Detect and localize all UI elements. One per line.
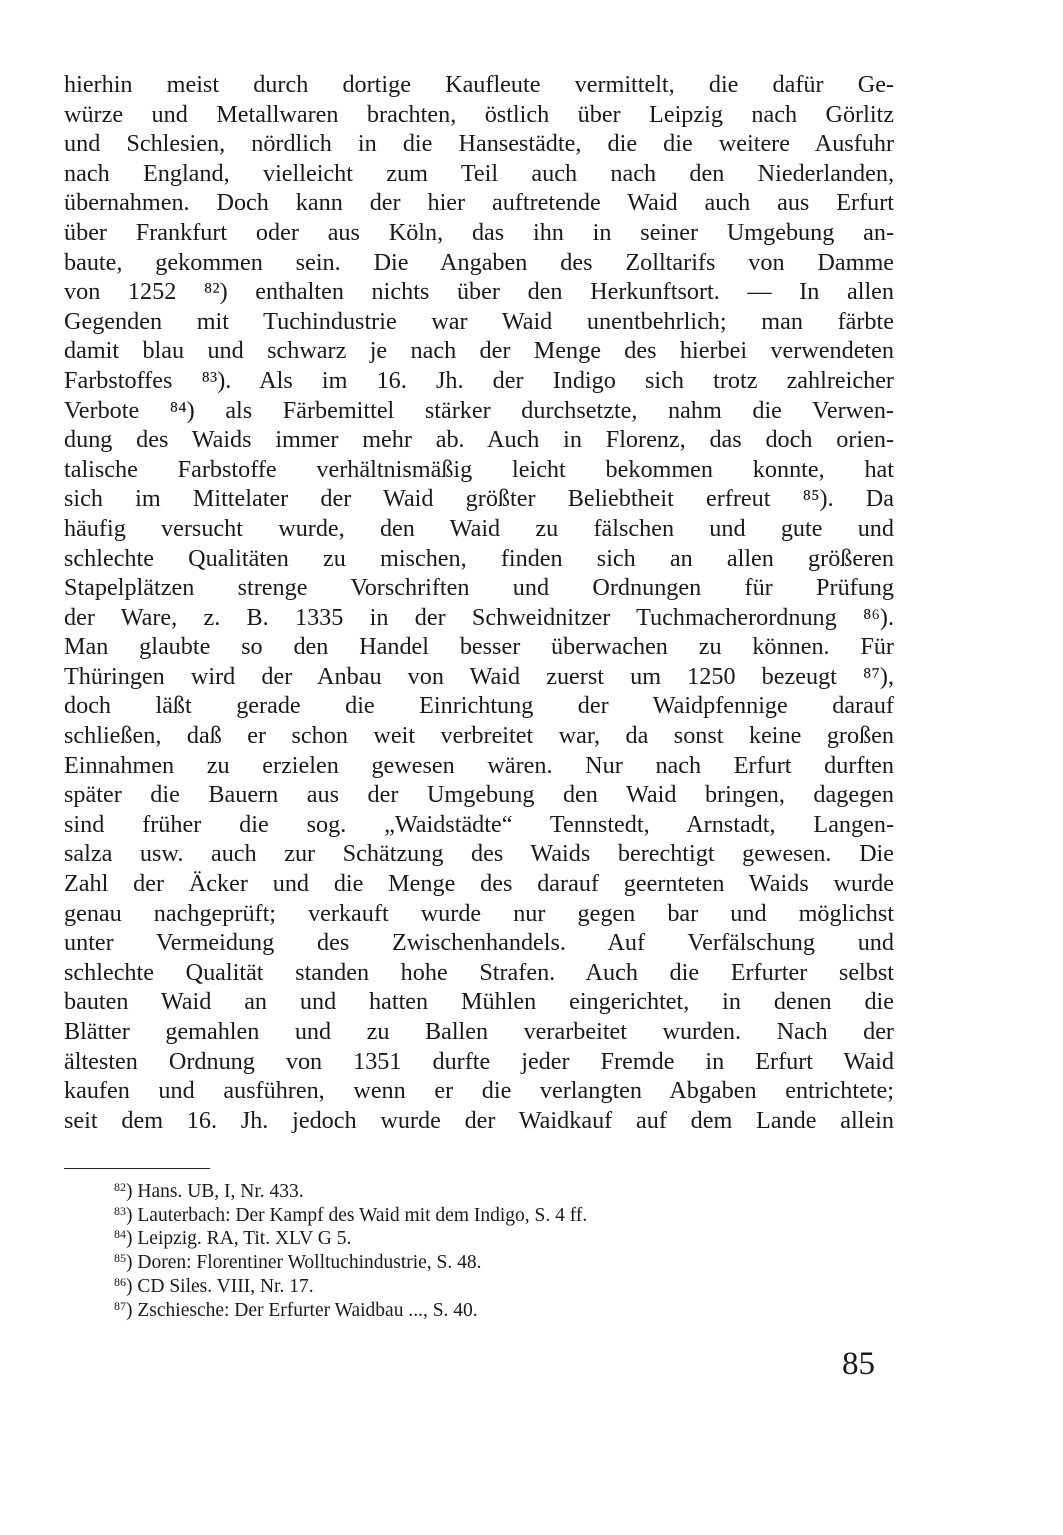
footnote-number: 84 <box>114 1227 126 1242</box>
footnote-divider <box>64 1168 210 1169</box>
text-line: dung des Waids immer mehr ab. Auch in Florenz, das doch orien- <box>64 426 894 454</box>
page-number: 85 <box>842 1346 875 1382</box>
text-line: salza usw. auch zur Schätzung des Waids berechtigt gewesen. Die <box>64 840 894 868</box>
footnote-text: CD Siles. VIII, Nr. 17. <box>137 1275 314 1297</box>
text-line: und Schlesien, nördlich in die Hansestädte, die die weitere Ausfuhr <box>64 130 894 158</box>
text-line: sind früher die sog. „Waidstädte“ Tennstedt, Arnstadt, Langen- <box>64 810 894 838</box>
footnote-text: Lauterbach: Der Kampf des Waid mit dem Indigo, S. 4 ff. <box>137 1204 588 1226</box>
text-line: später die Bauern aus der Umgebung den Waid bringen, dagegen <box>64 781 894 809</box>
text-line: Verbote ⁸⁴) als Färbemittel stärker durchsetzte, nahm die Verwen- <box>64 396 894 424</box>
text-line: schlechte Qualitäten zu mischen, finden sich an allen größeren <box>64 544 894 572</box>
text-line: damit blau und schwarz je nach der Menge des hierbei verwendeten <box>64 337 894 365</box>
footnote-text: Leipzig. RA, Tit. XLV G 5. <box>137 1228 352 1250</box>
footnote-number: 85 <box>114 1251 126 1266</box>
text-line: von 1252 ⁸²) enthalten nichts über den Herkunftsort. — In allen <box>64 278 894 306</box>
footnote-text: Zschiesche: Der Erfurter Waidbau ..., S. 40. <box>137 1299 478 1321</box>
text-line: Man glaubte so den Handel besser überwachen zu können. Für <box>64 633 894 661</box>
text-line: unter Vermeidung des Zwischenhandels. Auf Verfälschung und <box>64 929 894 957</box>
text-line: häufig versucht wurde, den Waid zu fälschen und gute und <box>64 514 894 542</box>
text-line: kaufen und ausführen, wenn er die verlangten Abgaben entrichtete; <box>64 1077 894 1105</box>
text-line: Gegenden mit Tuchindustrie war Waid unentbehrlich; man färbte <box>64 307 894 335</box>
text-line: doch läßt gerade die Einrichtung der Waidpfennige darauf <box>64 692 894 720</box>
text-line: sich im Mittelater der Waid größter Beliebtheit erfreut ⁸⁵). Da <box>64 485 894 513</box>
footnotes <box>114 1180 874 1322</box>
footnote: $^{82}$) Hans. UB, I, Nr. 433. <box>114 1180 304 1202</box>
main-text <box>64 70 894 1135</box>
footnote-number: 82 <box>114 1180 126 1194</box>
text-line: Zahl der Äcker und die Menge des darauf geernteten Waids wurde <box>64 870 894 898</box>
text-line: Thüringen wird der Anbau von Waid zuerst um 1250 bezeugt ⁸⁷), <box>64 662 894 690</box>
text-line: genau nachgeprüft; verkauft wurde nur gegen bar und möglichst <box>64 899 894 927</box>
text-line: Blätter gemahlen und zu Ballen verarbeitet wurden. Nach der <box>64 1018 894 1045</box>
text-line: schlechte Qualität standen hohe Strafen. Auch die Erfurter selbst <box>64 958 894 986</box>
footnote-number: 87 <box>114 1298 126 1313</box>
text-line: baute, gekommen sein. Die Angaben des Zolltarifs von Damme <box>64 248 894 276</box>
text-line: hierhin meist durch dortige Kaufleute vermittelt, die dafür Ge- <box>64 71 894 98</box>
text-line: bauten Waid an und hatten Mühlen eingerichtet, in denen die <box>64 988 894 1016</box>
text-line: nach England, vielleicht zum Teil auch nach den Niederlanden, <box>64 159 894 187</box>
footnote: $^{84}$) Leipzig. RA, Tit. XLV G 5. <box>114 1227 352 1250</box>
text-line: talische Farbstoffe verhältnismäßig leicht bekommen konnte, hat <box>64 455 894 483</box>
text-line: übernahmen. Doch kann der hier auftretende Waid auch aus Erfurt <box>64 189 894 217</box>
text-line: Einnahmen zu erzielen gewesen wären. Nur nach Erfurt durften <box>64 751 894 779</box>
footnote: $^{85}$) Doren: Florentiner Wolltuchindustrie, S. 48. <box>114 1251 482 1274</box>
text-line: über Frankfurt oder aus Köln, das ihn in seiner Umgebung an- <box>64 218 894 246</box>
footnote: $^{83}$) Lauterbach: Der Kampf des Waid mit dem Indigo, S. 4 ff. <box>114 1203 588 1226</box>
text-line: der Ware, z. B. 1335 in der Schweidnitzer Tuchmacherordnung ⁸⁶). <box>64 603 894 631</box>
text-line: Stapelplätzen strenge Vorschriften und Ordnungen für Prüfung <box>64 574 894 602</box>
text-line: seit dem 16. Jh. jedoch wurde der Waidkauf auf dem Lande allein <box>64 1106 894 1134</box>
text-line: würze und Metallwaren brachten, östlich über Leipzig nach Görlitz <box>64 100 894 128</box>
footnote-number: 83 <box>114 1203 126 1218</box>
text-line: Farbstoffes ⁸³). Als im 16. Jh. der Indigo sich trotz zahlreicher <box>64 366 894 394</box>
footnote: $^{86}$) CD Siles. VIII, Nr. 17. <box>114 1274 314 1297</box>
footnote-text: Doren: Florentiner Wolltuchindustrie, S. 48. <box>137 1252 482 1274</box>
text-line: ältesten Ordnung von 1351 durfte jeder Fremde in Erfurt Waid <box>64 1047 894 1075</box>
footnote: $^{87}$) Zschiesche: Der Erfurter Waidbau ..., S. 40. <box>114 1298 478 1321</box>
footnote-text: Hans. UB, I, Nr. 433. <box>137 1181 304 1202</box>
text-line: schließen, daß er schon weit verbreitet war, da sonst keine großen <box>64 722 894 750</box>
footnote-number: 86 <box>114 1274 126 1289</box>
